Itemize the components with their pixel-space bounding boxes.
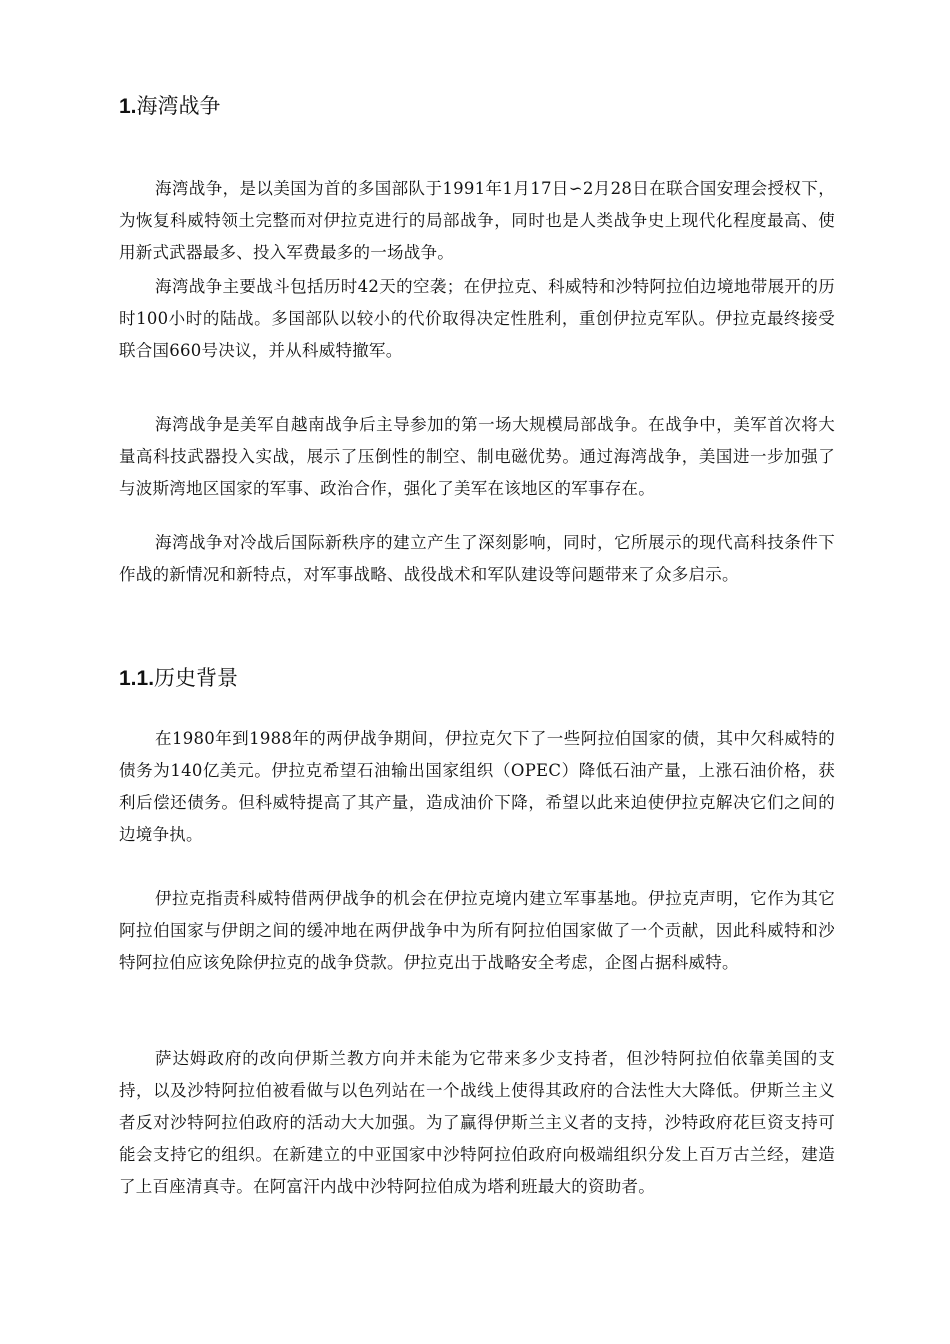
paragraph: 海湾战争是美军自越南战争后主导参加的第一场大规模局部战争。在战争中，美军首次将大量高科技武器投入实战，展示了压倒性的制空、制电磁优势。通过海湾战争，美国进一步加强了与波斯湾地区国家的军事、政治合作，强化了美军在该地区的军事存在。 xyxy=(119,415,835,498)
subsection-heading-historical-background xyxy=(119,663,238,694)
section-title: 海湾战争 xyxy=(136,94,221,118)
paragraph: 海湾战争，是以美国为首的多国部队于1991年1月17日∽2月28日在联合国安理会授权下，为恢复科威特领土完整而对伊拉克进行的局部战争，同时也是人类战争史上现代化程度最高、使用新式武器最多、投入军费最多的一场战争。 xyxy=(119,179,835,262)
subsection-title: 历史背景 xyxy=(154,666,239,690)
paragraph: 伊拉克指责科威特借两伊战争的机会在伊拉克境内建立军事基地。伊拉克声明，它作为其它阿拉伯国家与伊朗之间的缓冲地在两伊战争中为所有阿拉伯国家做了一个贡献，因此科威特和沙特阿拉伯应该免除伊拉克的战争贷款。伊拉克出于战略安全考虑，企图占据科威特。 xyxy=(119,889,835,972)
section-heading-gulf-war xyxy=(119,91,221,122)
paragraph: 海湾战争主要战斗包括历时42天的空袭；在伊拉克、科威特和沙特阿拉伯边境地带展开的历时100小时的陆战。多国部队以较小的代价取得决定性胜利，重创伊拉克军队。伊拉克最终接受联合国660号决议，并从科威特撤军。 xyxy=(119,277,835,360)
paragraph: 萨达姆政府的改向伊斯兰教方向并未能为它带来多少支持者，但沙特阿拉伯依靠美国的支持，以及沙特阿拉伯被看做与以色列站在一个战线上使得其政府的合法性大大降低。伊斯兰主义者反对沙特阿拉伯政府的活动大大加强。为了赢得伊斯兰主义者的支持，沙特政府花巨资支持可能会支持它的组织。在新建立的中亚国家中沙特阿拉伯政府向极端组织分发上百万古兰经，建造了上百座清真寺。在阿富汗内战中沙特阿拉伯成为塔利班最大的资助者。 xyxy=(119,1049,835,1196)
paragraph: 海湾战争对冷战后国际新秩序的建立产生了深刻影响，同时，它所展示的现代高科技条件下作战的新情况和新特点，对军事战略、战役战术和军队建设等问题带来了众多启示。 xyxy=(119,533,835,584)
paragraph: 在1980年到1988年的两伊战争期间，伊拉克欠下了一些阿拉伯国家的债，其中欠科威特的债务为140亿美元。伊拉克希望石油输出国家组织（OPEC）降低石油产量，上涨石油价格，获利后偿还债务。但科威特提高了其产量，造成油价下降，希望以此来迫使伊拉克解决它们之间的边境争执。 xyxy=(119,729,835,844)
subsection-number: 1.1. xyxy=(119,667,155,690)
section-number: 1. xyxy=(119,95,137,118)
